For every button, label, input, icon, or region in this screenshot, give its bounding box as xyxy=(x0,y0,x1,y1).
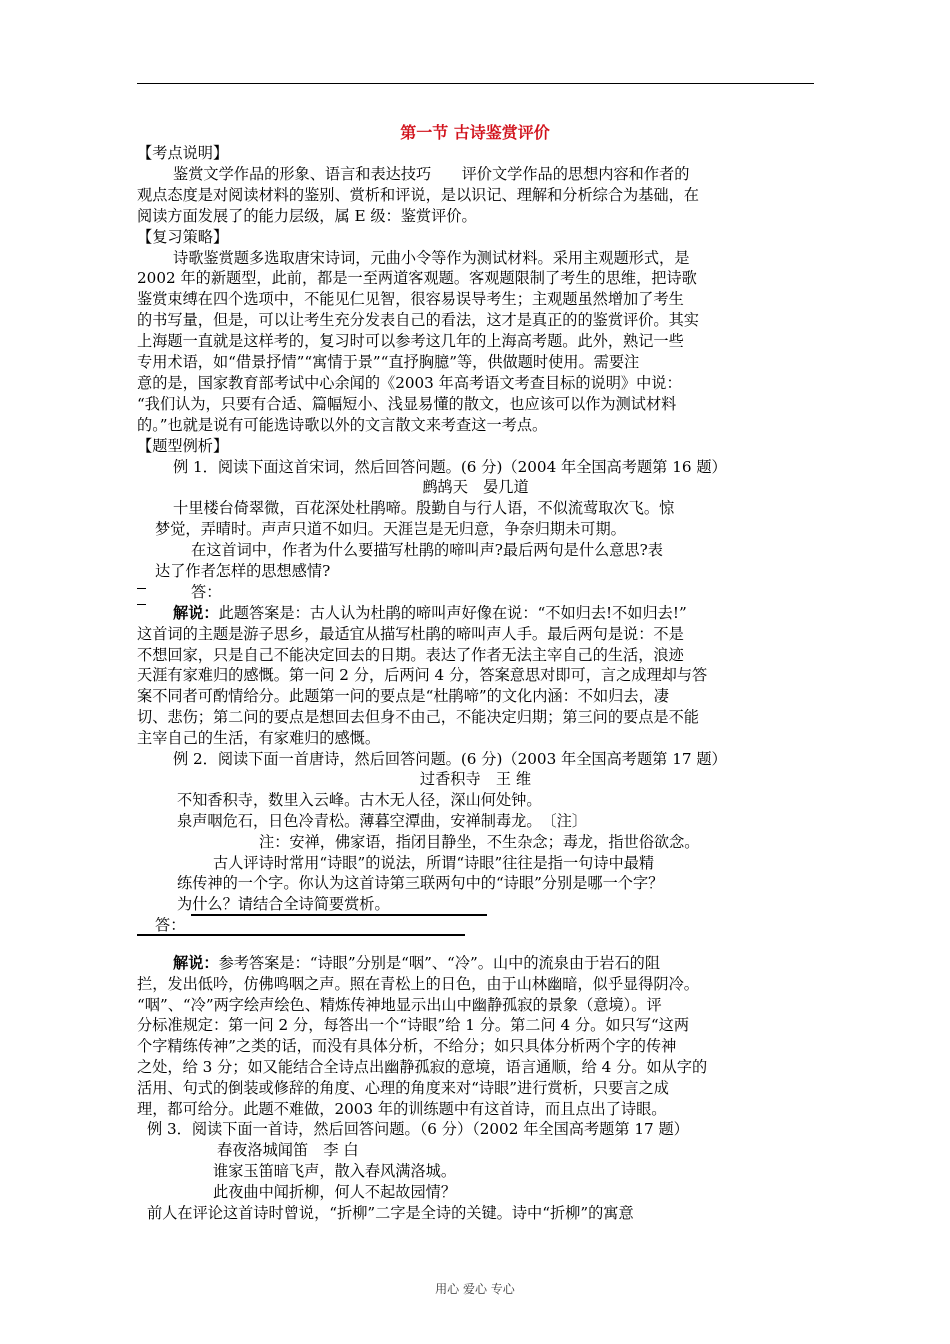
text-line: 【题型例析】 xyxy=(137,436,229,455)
text-line: 【考点说明】 xyxy=(137,144,229,162)
text-line: 的。”也就是说有可能选诗歌以外的文言散文来考查这一考点。 xyxy=(137,415,548,434)
text-line: 切、悲伤；第二问的要点是想回去但身不由己，不能决定归期；第三问的要点是不能 xyxy=(137,708,699,726)
text-line: 十里楼台倚翠微，百花深处杜鹃啼。殷勤自与行人语，不似流莺取次飞。惊 xyxy=(173,499,675,518)
text-line: 天涯有家难归的感慨。第一问 2 分，后两问 4 分，答案意思对即可，言之成理却与答 xyxy=(137,666,708,685)
label-bold: 解说： xyxy=(173,954,219,972)
text-line: 2002 年的新题型，此前，都是一至两道客观题。客观题限制了考生的思维，把诗歌 xyxy=(137,269,697,288)
text-line: 的书写量，但是，可以让考生充分发表自己的看法，这才是真正的的鉴赏评价。其实 xyxy=(137,311,699,330)
line-text: 此题答案是：古人认为杜鹃的啼叫声好像在说：“不如归去!不如归去!” xyxy=(218,604,687,622)
text-line: 鉴赏文学作品的形象、语言和表达技巧 评价文学作品的思想内容和作者的 xyxy=(173,164,690,183)
answer-line xyxy=(137,934,465,936)
header-rule xyxy=(137,83,814,84)
text-line: 注：安禅，佛家语，指闭目静坐，不生杂念；毒龙，指世俗欲念。 xyxy=(259,832,700,851)
text-line: 理，都可给分。此题不难做，2003 年的训练题中有这首诗，而且点出了诗眼。 xyxy=(137,1099,667,1118)
text-line: 例 2．阅读下面一首唐诗，然后回答问题。(6 分)（2003 年全国高考题第 17 题） xyxy=(173,749,727,768)
text-line: 达了作者怎样的思想感情? xyxy=(155,562,331,580)
answer-blank-mark xyxy=(137,588,146,589)
text-line: 谁家玉笛暗飞声，散入春风满洛城。 xyxy=(213,1162,456,1180)
text-line: 泉声咽危石，日色冷青松。薄暮空潭曲，安禅制毒龙。 〔注〕 xyxy=(177,812,588,830)
text-line: 练传神的一个字。你认为这首诗第三联两句中的“诗眼”分别是哪一个字？ xyxy=(177,874,664,893)
text-line: 春夜洛城闻笛 李 白 xyxy=(217,1141,359,1160)
text-line: 主宰自己的生活，有家难归的感慨。 xyxy=(137,728,380,747)
answer-line xyxy=(191,914,487,916)
text-line: 这首词的主题是游子思乡，最适宜从描写杜鹃的啼叫声人手。最后两句是说：不是 xyxy=(137,624,684,643)
text-line: 阅读方面发展了的能力层级，属 E 级：鉴赏评价。 xyxy=(137,206,477,225)
text-line: 不想回家，只是自己不能决定回去的日期。表达了作者无法主宰自己的生活，浪迹 xyxy=(137,645,684,664)
text-line: 鉴赏束缚在四个选项中，不能见仁见智，很容易误导考生；主观题虽然增加了考生 xyxy=(137,290,684,309)
text-line: 【复习策略】 xyxy=(137,227,229,246)
page-footer: 用心 爱心 专心 xyxy=(435,1282,515,1296)
text-line xyxy=(137,952,850,974)
text-line: 案不同者可酌情给分。此题第一问的要点是“杜鹃啼”的文化内涵：不如归去，凄 xyxy=(137,687,669,706)
text-line: 活用、句式的倒装或修辞的角度、心理的角度来对“诗眼”进行赏析，只要言之成 xyxy=(137,1078,669,1097)
text-line: 上海题一直就是这样考的，复习时可以参考这几年的上海高考题。此外，熟记一些 xyxy=(137,332,684,351)
text-line: 诗歌鉴赏题多选取唐宋诗词，元曲小令等作为测试材料。采用主观题形式，是 xyxy=(173,248,690,267)
text-line: 个字精练传神”之类的话，而没有具体分析，不给分；如只具体分析两个字的传神 xyxy=(137,1037,677,1056)
text-line: 观点态度是对阅读材料的鉴别、赏析和评说，是以识记、理解和分析综合为基础，在 xyxy=(137,185,699,204)
text-line: 之处，给 3 分；如又能结合全诗点出幽静孤寂的意境，语言通顺，给 4 分。如从字的 xyxy=(137,1058,708,1076)
text-line: 前人在评论这首诗时曾说，“折柳”二字是全诗的关键。诗中“折柳”的寓意 xyxy=(147,1203,634,1222)
text-line: 答： xyxy=(191,582,222,601)
text-line: “我们认为，只要有合适、篇幅短小、浅显易懂的散文，也应该可以作为测试材料 xyxy=(137,394,677,413)
text-line: 例 3．阅读下面一首诗，然后回答问题。（6 分）（2002 年全国高考题第 17 题） xyxy=(147,1120,689,1139)
label-bold: 解说： xyxy=(173,604,219,622)
text-line: 拦，发出低吟，仿佛鸣咽之声。照在青松上的日色，由于山林幽暗，似乎显得阴冷。 xyxy=(137,974,699,993)
text-line: 古人评诗时常用“诗眼”的说法，所谓“诗眼”往往是指一句诗中最精 xyxy=(213,853,655,872)
text-line: “咽”、“冷”两字绘声绘色、精炼传神地显示出山中幽静孤寂的景象（意境）。评 xyxy=(137,995,662,1014)
text-line: 例 1．阅读下面这首宋词，然后回答问题。(6 分)（2004 年全国高考题第 16 题） xyxy=(173,457,727,476)
text-line: 答： xyxy=(155,916,186,934)
text-line xyxy=(137,602,850,624)
text-line: 过香积寺 王 维 xyxy=(419,770,532,789)
text-line: 梦觉，弄晴时。声声只道不如归。天涯岂是无归意，争奈归期未可期。 xyxy=(155,520,626,539)
text-line: 不知香积寺，数里入云峰。古木无人径，深山何处钟。 xyxy=(177,791,542,810)
section-title: 第一节 古诗鉴赏评价 xyxy=(400,123,550,142)
text-line: 为什么？请结合全诗简要赏析。 xyxy=(177,895,390,914)
text-line: 鹧鸪天 晏几道 xyxy=(422,478,529,497)
text-line: 此夜曲中闻折柳，何人不起故园情？ xyxy=(213,1182,456,1201)
text-line: 专用术语，如“借景抒情”“寓情于景”“直抒胸臆”等，供做题时使用。需要注 xyxy=(137,353,640,371)
line-text: 参考答案是：“诗眼”分别是“咽”、“冷”。山中的流泉由于岩石的阻 xyxy=(218,954,661,972)
text-line: 分标准规定：第一问 2 分，每答出一个“诗眼”给 1 分。第二问 4 分。如只写“这两 xyxy=(137,1016,690,1035)
text-line: 在这首词中，作者为什么要描写杜鹃的啼叫声?最后两句是什么意思?表 xyxy=(191,541,663,560)
text-line: 意的是，国家教育部考试中心余闻的《2003 年高考语文考查目标的说明》中说： xyxy=(137,373,682,392)
